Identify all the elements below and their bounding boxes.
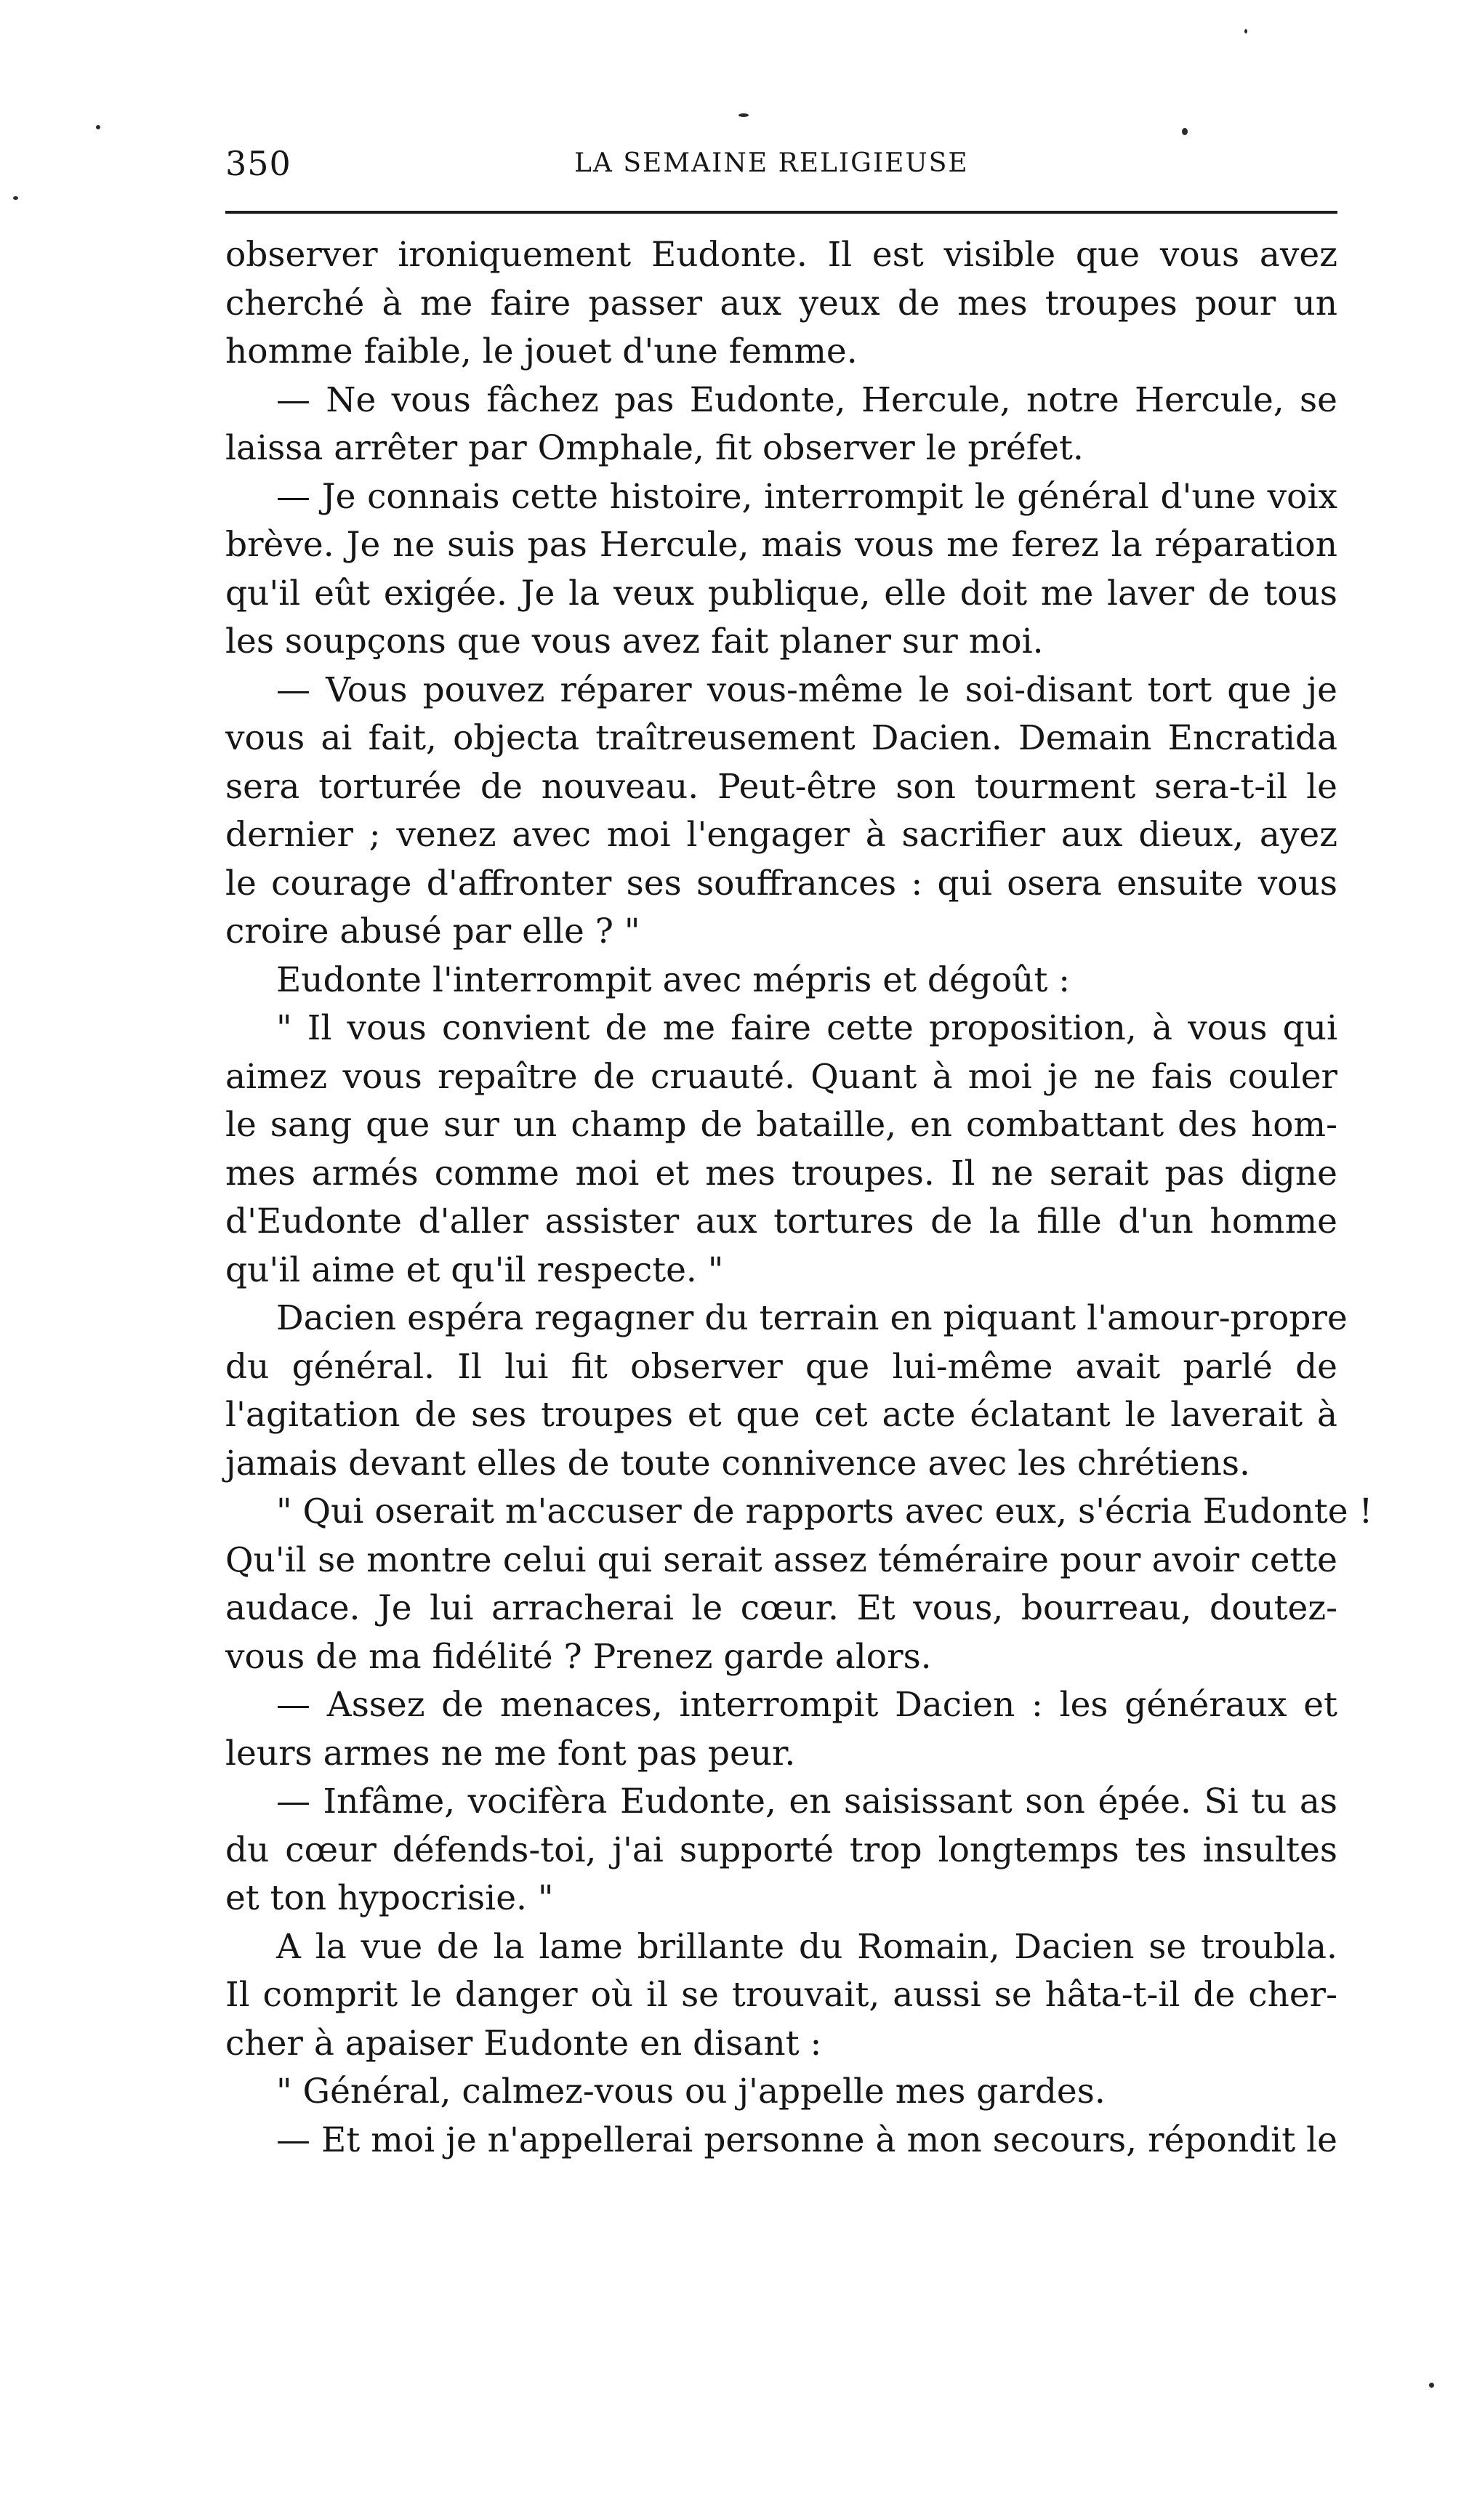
text-line: — Je connais cette histoire, interrompit le général d'une voix bbox=[276, 476, 1337, 517]
body-text bbox=[225, 231, 1373, 2165]
text-line: vous ai fait, objecta traîtreusement Dacien. Demain Encratida bbox=[225, 718, 1337, 758]
header-rule bbox=[225, 211, 1337, 214]
text-line: — Infâme, vocifèra Eudonte, en saisissant son épée. Si tu as bbox=[276, 1782, 1337, 1821]
text-line: l'agitation de ses troupes et que cet acte éclatant le laverait à bbox=[225, 1395, 1337, 1435]
text-line: le sang que sur un champ de bataille, en combattant des hom- bbox=[225, 1105, 1337, 1145]
text-line: qu'il aime et qu'il respecte. " bbox=[225, 1249, 724, 1290]
text-line: les soupçons que vous avez fait planer sur moi. bbox=[225, 621, 1044, 661]
text-line: aimez vous repaître de cruauté. Quant à moi je ne fais couler bbox=[225, 1056, 1337, 1097]
text-line: — Ne vous fâchez pas Eudonte, Hercule, notre Hercule, se bbox=[276, 379, 1337, 420]
text-line: croire abusé par elle ? " bbox=[225, 911, 640, 951]
text-line: dernier ; venez avec moi l'engager à sacrifier aux dieux, ayez bbox=[225, 815, 1337, 855]
page-number: 350 bbox=[225, 144, 291, 183]
text-line: homme faible, le jouet d'une femme. bbox=[225, 331, 858, 371]
text-line: — Assez de menaces, interrompit Dacien : les généraux et bbox=[276, 1685, 1337, 1725]
scan-speck bbox=[738, 113, 749, 117]
scan-speck bbox=[1182, 128, 1188, 135]
text-line: Dacien espéra regagner du terrain en piquant l'amour-propre bbox=[276, 1298, 1348, 1338]
text-line: cher à apaiser Eudonte en disant : bbox=[225, 2023, 822, 2064]
text-line: Eudonte l'interrompit avec mépris et dégoût : bbox=[276, 959, 1071, 1000]
text-line: — Et moi je n'appellerai personne à mon secours, répondit le bbox=[276, 2120, 1337, 2160]
text-line: observer ironiquement Eudonte. Il est visible que vous avez bbox=[225, 235, 1337, 275]
text-line: audace. Je lui arracherai le cœur. Et vous, bourreau, doutez- bbox=[225, 1588, 1337, 1628]
text-line: " Qui oserait m'accuser de rapports avec eux, s'écria Eudonte ! bbox=[276, 1492, 1373, 1531]
text-line: brève. Je ne suis pas Hercule, mais vous me ferez la réparation bbox=[225, 525, 1337, 565]
text-line: et ton hypocrisie. " bbox=[225, 1878, 554, 1918]
text-line: A la vue de la lame brillante du Romain, Dacien se troubla. bbox=[276, 1926, 1337, 1967]
text-line: le courage d'affronter ses souffrances : qui osera ensuite vous bbox=[225, 863, 1337, 903]
text-line: " Général, calmez-vous ou j'appelle mes gardes. bbox=[276, 2072, 1106, 2112]
text-line: leurs armes ne me font pas peur. bbox=[225, 1733, 796, 1774]
text-line: qu'il eût exigée. Je la veux publique, elle doit me laver de tous bbox=[225, 573, 1337, 613]
text-line: cherché à me faire passer aux yeux de mes troupes pour un bbox=[225, 283, 1337, 323]
scan-speck bbox=[96, 125, 100, 129]
scan-speck bbox=[1429, 2383, 1434, 2388]
text-line: du général. Il lui fit observer que lui-même avait parlé de bbox=[225, 1346, 1337, 1387]
scan-speck bbox=[13, 196, 18, 200]
text-line: Qu'il se montre celui qui serait assez téméraire pour avoir cette bbox=[225, 1539, 1337, 1580]
text-line: du cœur défends-toi, j'ai supporté trop longtemps tes insultes bbox=[225, 1829, 1337, 1870]
text-line: — Vous pouvez réparer vous-même le soi-disant tort que je bbox=[276, 669, 1337, 710]
text-line: " Il vous convient de me faire cette proposition, à vous qui bbox=[276, 1008, 1337, 1048]
text-line: d'Eudonte d'aller assister aux tortures de la fille d'un homme bbox=[225, 1201, 1337, 1241]
text-line: vous de ma fidélité ? Prenez garde alors. bbox=[225, 1636, 932, 1677]
page-header bbox=[225, 144, 1337, 188]
text-line: Il comprit le danger où il se trouvait, aussi se hâta-t-il de cher- bbox=[225, 1975, 1337, 2015]
scan-speck bbox=[1244, 29, 1247, 33]
text-line: mes armés comme moi et mes troupes. Il ne serait pas digne bbox=[225, 1153, 1337, 1193]
text-line: jamais devant elles de toute connivence avec les chrétiens. bbox=[225, 1443, 1250, 1484]
running-title: LA SEMAINE RELIGIEUSE bbox=[574, 148, 969, 178]
text-line: sera torturée de nouveau. Peut-être son tourment sera-t-il le bbox=[225, 766, 1337, 807]
text-line: laissa arrêter par Omphale, fit observer le préfet. bbox=[225, 428, 1084, 468]
